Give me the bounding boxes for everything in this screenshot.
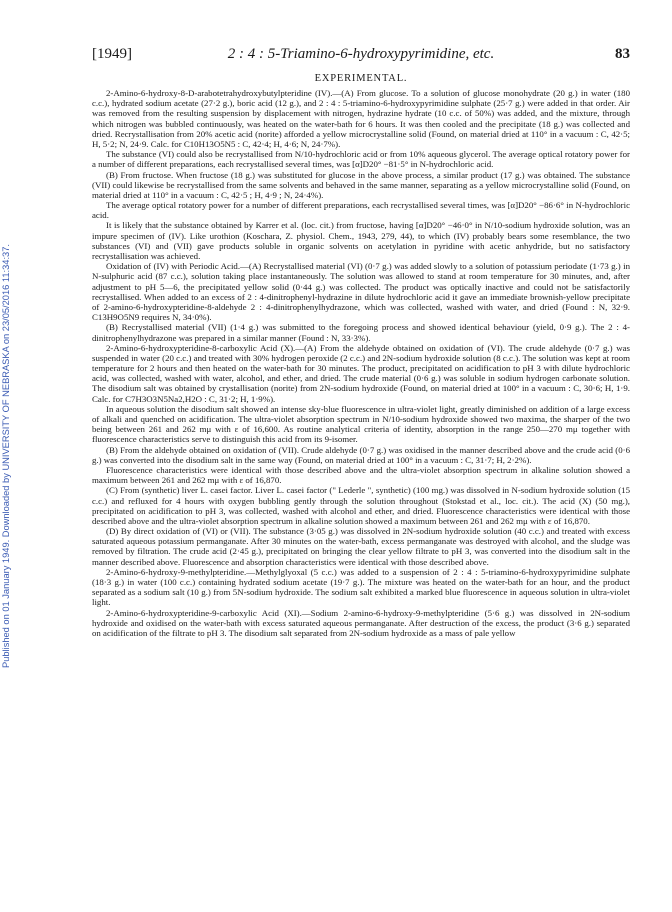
paragraph-text: 2-Amino-6-hydroxypteridine-9-carboxylic Acid (XI).—Sodium 2-amino-6-hydroxy-9-methylpteridine (5·6 g.) was dissolved in 2N-sodium hydroxide and oxidised on the water-bath with excess saturated aqueous permanganate. After destruction of the excess, the product (3·6 g.) separated on acidification of the filtrate to pH 3. The disodium salt separated from 2N-sodium hydroxide as a mass of pale yellow — [92, 607, 630, 638]
paragraph-text: 2-Amino-6-hydroxypteridine-8-carboxylic Acid (X).—(A) From the aldehyde obtained on oxidation of (VI). The crude aldehyde (0·7 g.) was suspended in water (20 c.c.) and treated with 30% hydrogen peroxide (2 c.c.) and 2N-sodium hydroxide solution (8 c.c.). The solution was kept at room temperature for 2 hours and then heated on the water-bath for 30 minutes. The product, precipitated on acidification to pH 3 with dilute hydrochloric acid, was collected, washed with water, alcohol, and ether, and dried. The crude material (0·6 g.) was soluble in sodium hydrogen carbonate solution. The disodium salt was obtained by crystallisation (norite) from 2N-sodium hydroxide (Found, on material dried at 100° in a vacuum : C, 30·6; H, 1·9. Calc. for C7H3O3N5Na2,H2O : C, 31·2; H, 1·9%). — [92, 342, 630, 404]
paragraph — [92, 343, 630, 404]
paragraph — [92, 220, 630, 261]
paragraph-text: It is likely that the substance obtained by Karrer et al. (loc. cit.) from fructose, having [α]D20° −46·0° in N/10-sodium hydroxide solution, was an impure specimen of (IV). Like urothion (Koschara, Z. physiol. Chem., 1943, 279, 44), to which (IV) probably bears some resemblance, the two substances (VI) and (VII) gave products soluble in organic solvents on acetylation in pyridine with acetic anhydride, but no satisfactory recrystallisation was achieved. — [92, 220, 630, 261]
article-body — [92, 88, 630, 910]
paragraph — [92, 608, 630, 639]
paragraph — [92, 526, 630, 567]
paragraph — [92, 149, 630, 169]
paragraph — [92, 465, 630, 485]
paragraph — [92, 567, 630, 608]
section-heading: EXPERIMENTAL. — [314, 73, 408, 84]
paragraph — [92, 445, 630, 465]
paragraph-text: 2-Amino-6-hydroxy-8-D-arabotetrahydroxybutylpteridine (IV).—(A) From glucose. To a solution of glucose monohydrate (20 g.) in water (180 c.c.), hydrated sodium acetate (27·2 g.), boric acid (12 g.), and 2 : 4 : 5-triamino-6-hydroxypyrimidine sulphate (25·7 g.) were added in that order. Air was removed from the resulting suspension by displacement with nitrogen, hydrazine hydrate (10 c.c. of 50%) was added, and the mixture, through which nitrogen was bubbled continuously, was heated on the water-bath for 6 hours. It was then cooled and the precipitate (18 g.) was collected and dried. Recrystallisation from 20% acetic acid (norite) afforded a yellow microcrystalline solid (Found, on material dried at 110° in a vacuum : C, 42·5; H, 5·2; N, 24·9. Calc. for C10H13O5N5 : C, 42·4; H, 4·6; N, 24·7%). — [92, 88, 630, 149]
page-number: 83 — [615, 46, 630, 62]
paragraph — [92, 322, 630, 342]
paragraph-text: (B) From the aldehyde obtained on oxidation of (VII). Crude aldehyde (0·7 g.) was oxidised in the manner described above and the crude acid (0·6 g.) was converted into the disodium salt in the same way (Found, on material dried at 100° in a vacuum : C, 31·7; H, 2·2%). — [92, 444, 630, 465]
paragraph-text: (B) From fructose. When fructose (18 g.) was substituted for glucose in the above process, a similar product (17 g.) was obtained. The substance (VII) could likewise be recrystallised from the same solvents and behaved in the same manner, separating as a yellow microcrystalline solid (Found, on material dried at 110° in a vacuum : C, 42·5 ; H, 4·9 ; N, 24·4%). — [92, 169, 630, 200]
download-watermark — [0, 56, 13, 856]
paragraph-text: The substance (VI) could also be recrystallised from N/10-hydrochloric acid or from 10% aqueous glycerol. The average optical rotatory power for a number of different preparations, each recrystallised several times, was [α]D20° −81·5° in N-hydrochloric acid. — [92, 149, 630, 170]
paragraph — [92, 404, 630, 445]
paragraph-text: Fluorescence characteristics were identical with those described above and the ultra-violet absorption spectrum in alkaline solution showed a maximum between 261 and 262 mμ with ε of 16,870. — [92, 464, 630, 486]
paragraph-text: (D) By direct oxidation of (VI) or (VII). The substance (3·05 g.) was dissolved in 2N-sodium hydroxide solution (40 c.c.) and treated with excess saturated aqueous potassium permanganate. After 30 minutes on the water-bath, excess permanganate was destroyed with alcohol, and the sludge was removed by filtration. The crude acid (2·45 g.), precipitated on bringing the clear yellow filtrate to pH 3, was converted into the disodium salt in the manner described above. Fluorescence and absorption characteristics were identical with those described above. — [92, 526, 630, 567]
paragraph-text: 2-Amino-6-hydroxy-9-methylpteridine.—Methylglyoxal (5 c.c.) was added to a suspension of 2 : 4 : 5-triamino-6-hydroxypyrimidine sulphate (18·3 g.) in water (100 c.c.) containing hydrated sodium acetate (19·7 g.). The mixture was heated on the water-bath for an hour, and the product separated as a sodium salt (10 g.) from 5N-sodium hydroxide. The sodium salt exhibited a marked blue fluorescence in aqueous solution in ultra-violet light. — [92, 566, 630, 608]
paragraph — [92, 200, 630, 220]
paragraph — [92, 170, 630, 201]
paragraph-text: (C) From (synthetic) liver L. casei factor. Liver L. casei factor (" Lederle ", synthetic) (100 mg.) was dissolved in N-sodium hydroxide solution (15 c.c.) and refluxed for 4 hours with oxygen bubbling gently through the solution throughout (Stokstad et al., loc. cit.). The acid (X) (50 mg.), precipitated on acidification to pH 3, was collected, washed with alcohol and ether, and dried. Fluorescence characteristics were identical with those described above and the ultra-violet absorption spectrum in alkaline solution showed a maximum between 261 and 262 mμ with ε of 16,870. — [92, 485, 630, 526]
paragraph-text: In aqueous solution the disodium salt showed an intense sky-blue fluorescence in ultra-violet light, greatly diminished on addition of a large excess of alkali and quenched on acidification. The ultra-violet absorption spectrum in N/10-sodium hydroxide showed two maxima, the sharper of the two being between 261 and 262 mμ with ε of 16,600. As routine analytical criteria of identity, absorption in the range 250—270 mμ together with fluorescence characteristics serve to distinguish this acid from its 9-isomer. — [92, 403, 630, 445]
running-title: 2 : 4 : 5-Triamino-6-hydroxypyrimidine, etc. — [227, 46, 495, 62]
paragraph-text: Oxidation of (IV) with Periodic Acid.—(A) Recrystallised material (VI) (0·7 g.) was added slowly to a solution of potassium periodate (1·73 g.) in N-sulphuric acid (87 c.c.), solution taking place instantaneously. The solution was allowed to stand at room temperature for 30 minutes, and, after adjustment to pH 5—6, the precipitated yellow solid (0·44 g.) was collected. The product was optically inactive and could not be satisfactorily recrystallised. When added to an excess of 2 : 4-dinitrophenyl-hydrazine in dilute hydrochloric acid it gave an immediate brownish-yellow precipitate of 2-amino-6-hydroxypteridine-8-aldehyde 2 : 4-dinitrophenylhydrazone, which was collected, washed with water, and dried (Found : N, 32·9. C13H9O5N9 requires N, 34·0%). — [92, 261, 630, 323]
paragraph — [92, 261, 630, 322]
page-header — [92, 46, 630, 68]
paragraph-text: The average optical rotatory power for a number of different preparations, each recrystallised several times, was [α]D20° −86·6° in N-hydrochloric acid. — [92, 200, 630, 221]
paragraph — [92, 88, 630, 149]
journal-year: [1949] — [92, 46, 132, 62]
paragraph — [92, 485, 630, 526]
download-watermark-text: Published on 01 January 1949. Downloaded by UNIVERSITY OF NEBRASKA on 23/05/2016 11:34:37. — [1, 244, 11, 668]
paragraph-text: (B) Recrystallised material (VII) (1·4 g.) was submitted to the foregoing process and showed identical behaviour (yield, 0·9 g.). The 2 : 4-dinitrophenylhydrazone was prepared in a similar manner (Found : N, 33·3%). — [92, 322, 630, 343]
